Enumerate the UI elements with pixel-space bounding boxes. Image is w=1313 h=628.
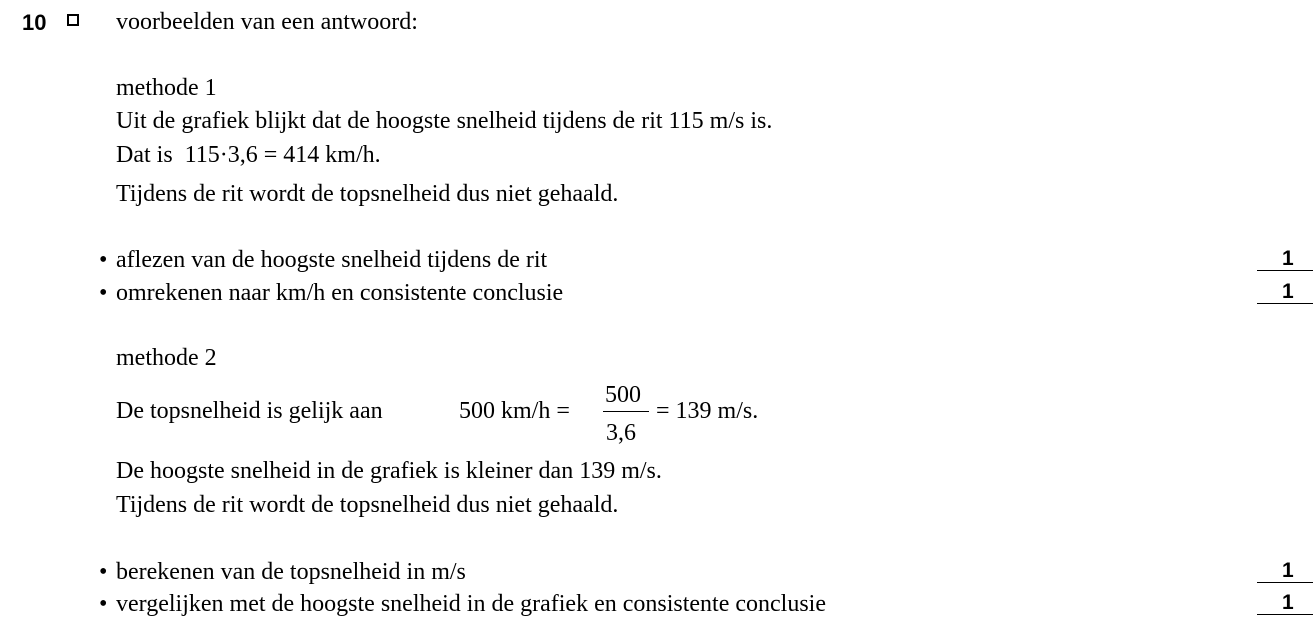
method2-criterion-1-score: 1 <box>1282 559 1294 582</box>
method1-criterion-1: aflezen van de hoogste snelheid tijdens de rit <box>116 247 548 273</box>
method2-criterion-1: berekenen van de topsnelheid in m/s <box>116 559 466 585</box>
fraction-denominator: 3,6 <box>606 420 636 446</box>
method1-line2-formula: 115·3,6 = 414 km/h. <box>184 142 381 168</box>
question-number: 10 <box>22 10 47 35</box>
method1-title: methode 1 <box>116 75 217 101</box>
method1-criterion-2: omrekenen naar km/h en consistente conclusie <box>116 280 564 306</box>
score-underline <box>1257 582 1313 583</box>
method1-line3: Tijdens de rit wordt de topsnelheid dus niet gehaald. <box>116 181 619 207</box>
method2-line1-prefix: De topsnelheid is gelijk aan <box>116 398 383 424</box>
method2-criterion-2: vergelijken met de hoogste snelheid in de grafiek en consistente conclusie <box>116 591 827 617</box>
bullet-icon: • <box>99 280 108 306</box>
method1-line2-prefix: Dat is <box>116 142 173 168</box>
method2-line2: De hoogste snelheid in de grafiek is kleiner dan 139 m/s. <box>116 458 662 484</box>
method2-formula-left: 500 km/h = <box>459 398 570 424</box>
score-underline <box>1257 303 1313 304</box>
answer-heading: voorbeelden van een antwoord: <box>116 9 418 35</box>
bullet-icon: • <box>99 559 108 585</box>
method1-line2 <box>116 143 381 167</box>
method1-criterion-2-score: 1 <box>1282 280 1294 303</box>
method2-criterion-2-score: 1 <box>1282 591 1294 614</box>
score-underline <box>1257 270 1313 271</box>
fraction-bar <box>603 411 649 412</box>
method1-criterion-1-score: 1 <box>1282 247 1294 270</box>
method2-line3: Tijdens de rit wordt de topsnelheid dus niet gehaald. <box>116 492 619 518</box>
checkbox-square-icon <box>67 14 79 26</box>
method2-formula-right: = 139 m/s. <box>656 398 759 424</box>
method2-title: methode 2 <box>116 345 217 371</box>
fraction-numerator: 500 <box>605 382 641 408</box>
score-underline <box>1257 614 1313 615</box>
bullet-icon: • <box>99 247 108 273</box>
method1-line1: Uit de grafiek blijkt dat de hoogste snelheid tijdens de rit 115 m/s is. <box>116 108 773 134</box>
bullet-icon: • <box>99 591 108 617</box>
